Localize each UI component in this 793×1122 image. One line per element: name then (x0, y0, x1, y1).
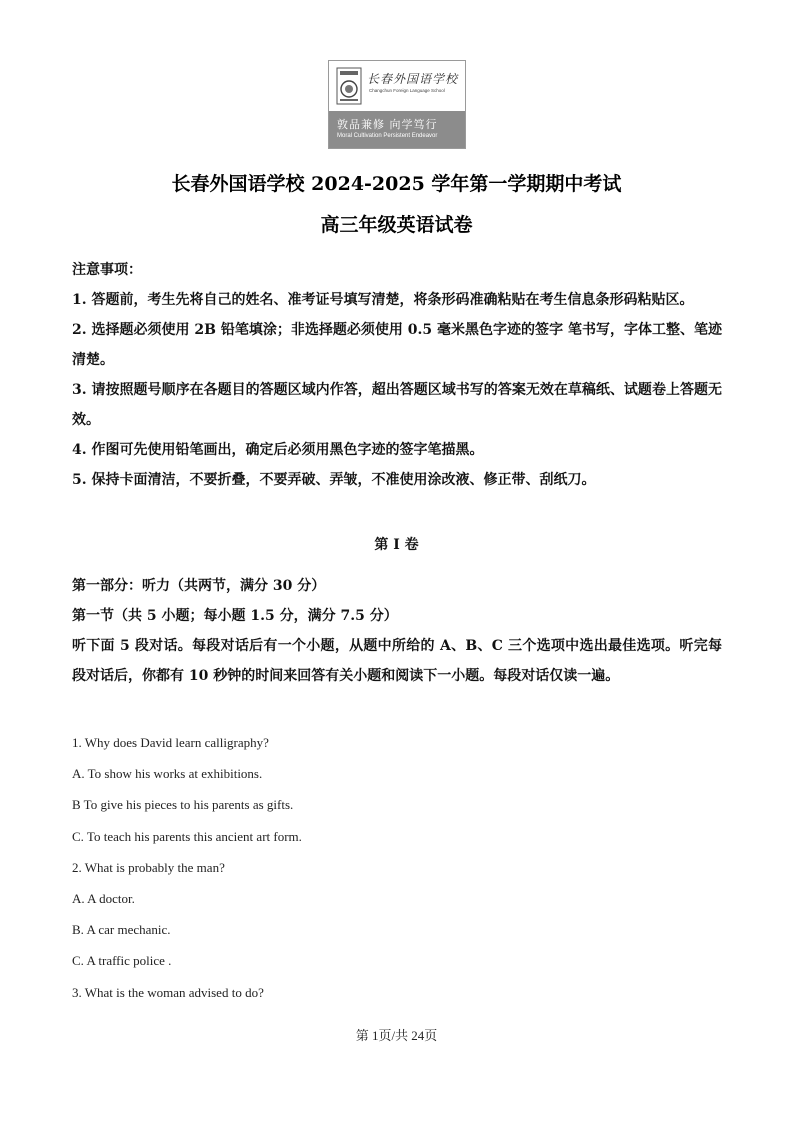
notice-item: 1. 答题前，考生先将自己的姓名、准考证号填写清楚，将条形码准确粘贴在考生信息条形码粘贴区。 (72, 292, 694, 308)
question-line: C. To teach his parents this ancient art form. (72, 828, 302, 844)
exam-title: 长春外国语学校 2024-2025 学年第一学期期中考试 (171, 173, 622, 195)
logo-motto-cn: 敦品兼修 向学笃行 (337, 118, 438, 131)
page-number: 第 1页/共 24页 (355, 1028, 438, 1043)
instructions: 听下面 5 段对话。每段对话后有一个小题，从题中所给的 A、B、C 三个选项中选出最佳选项。听完每段对话后，你都有 10 秒钟的时间来回答有关小题和阅读下一小题。每段对话仅读一遍。 (72, 638, 722, 684)
part-title: 第一部分：听力（共两节，满分 30 分） (72, 578, 326, 594)
notice-item: 5. 保持卡面清洁，不要折叠，不要弄破、弄皱，不准使用涂改液、修正带、刮纸刀。 (72, 472, 596, 488)
question-line: A. To show his works at exhibitions. (72, 766, 263, 782)
exam-subtitle: 高三年级英语试卷 (320, 214, 473, 236)
logo-school-name-en: Changchun Foreign Language School (369, 88, 445, 93)
notice-item: 2. 选择题必须使用 2B 铅笔填涂；非选择题必须使用 0.5 毫米黑色字迹的签字 笔书写，字体工整、笔迹清楚。 (72, 322, 722, 368)
notice-item: 3. 请按照题号顺序在各题目的答题区域内作答，超出答题区域书写的答案无效在草稿纸、试题卷上答题无效。 (72, 382, 722, 428)
logo-motto-panel (329, 111, 465, 148)
volume-heading: 第 I 卷 (374, 537, 419, 553)
question-line: 1. Why does David learn calligraphy? (72, 735, 269, 750)
notice-heading: 注意事项： (72, 262, 142, 278)
school-emblem-icon (336, 67, 362, 105)
question-line: B To give his pieces to his parents as gifts. (72, 797, 294, 813)
section-title: 第一节（共 5 小题；每小题 1.5 分，满分 7.5 分） (72, 608, 398, 624)
question-line: A. A doctor. (72, 890, 135, 906)
notice-item: 4. 作图可先使用铅笔画出，确定后必须用黑色字迹的签字笔描黑。 (72, 442, 484, 458)
logo-top-panel (329, 61, 465, 111)
logo-school-name-cn: 长春外国语学校 (367, 72, 459, 86)
question-line: B. A car mechanic. (72, 922, 171, 938)
listening-part (72, 571, 722, 691)
school-logo (328, 60, 466, 149)
question-line: 2. What is probably the man? (72, 859, 225, 875)
question-line: C. A traffic police . (72, 953, 172, 969)
notice-section (72, 255, 722, 495)
question-list (72, 732, 722, 1013)
logo-motto-en: Moral Cultivation Persistent Endeavor (337, 133, 438, 139)
question-line: 3. What is the woman advised to do? (72, 984, 264, 1000)
